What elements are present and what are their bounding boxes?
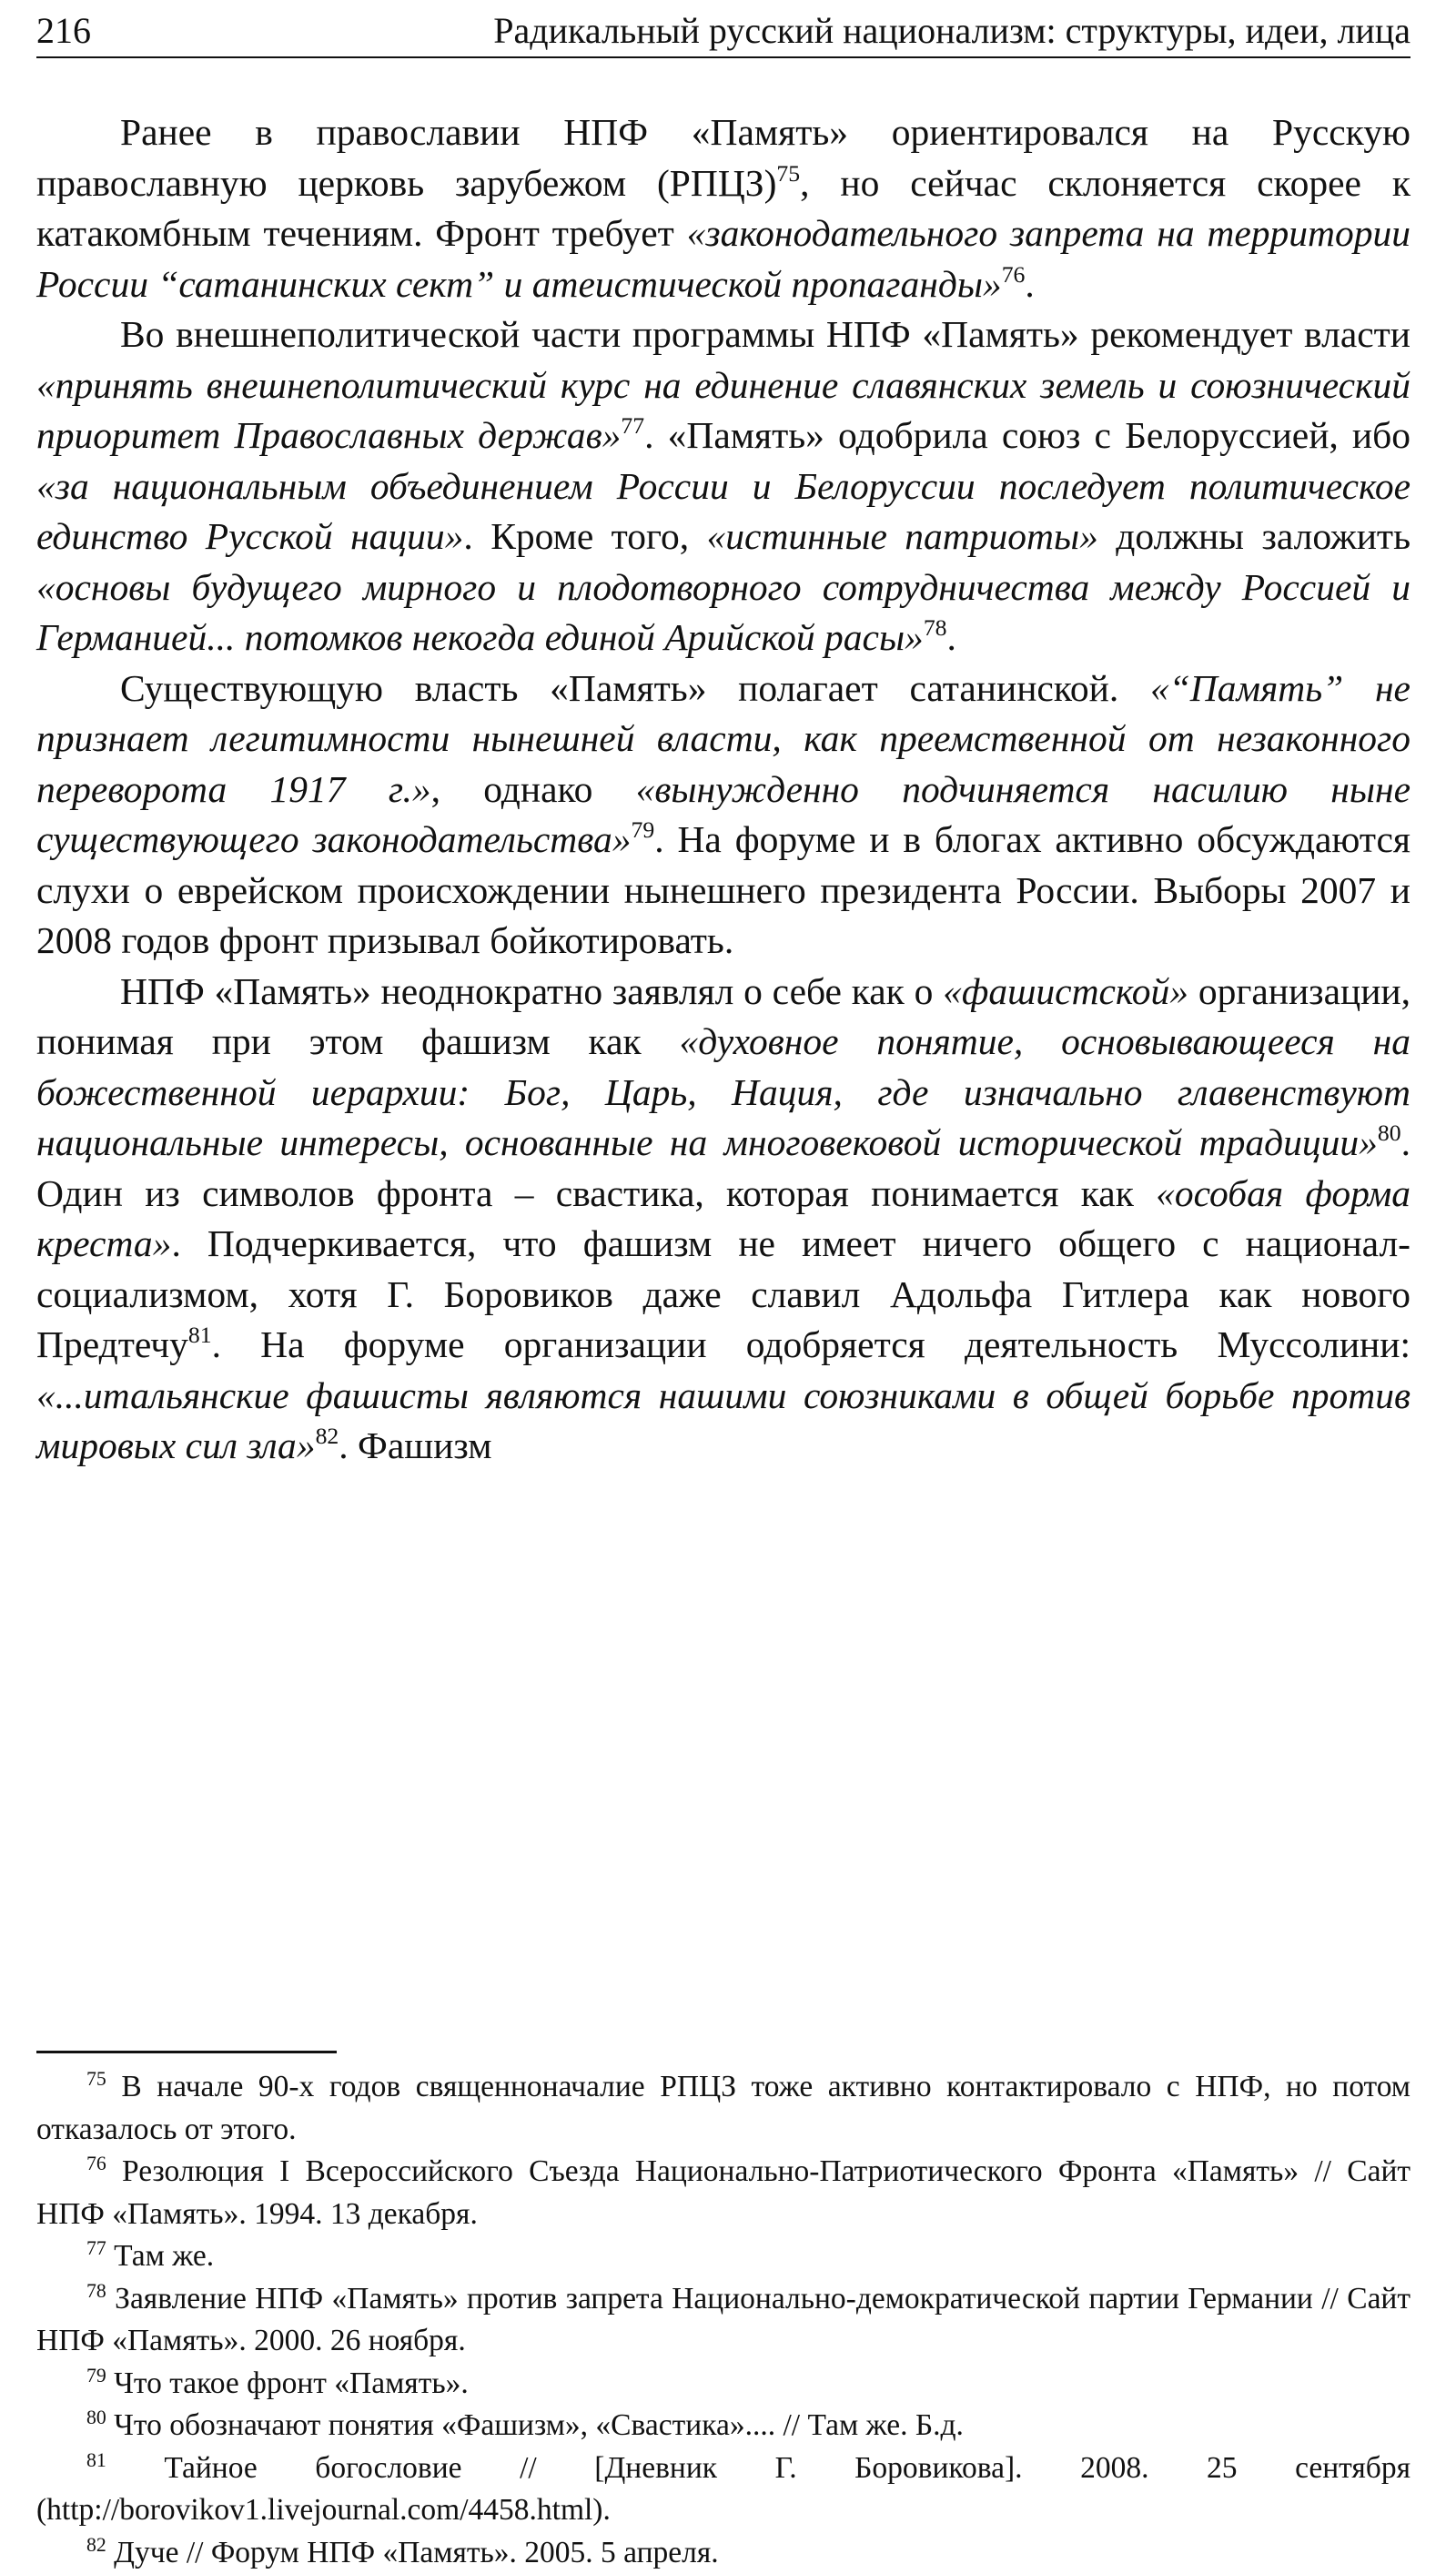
italic-quote: «истинные патриоты» <box>707 515 1098 557</box>
text-run: , но сейчас склоняется скорее к катакомбным течениям. Фронт требует <box>36 162 1410 255</box>
footnote-ref[interactable]: 76 <box>1002 261 1026 288</box>
main-text <box>36 107 1410 1472</box>
text-run: . Один из символов фронта – свастика, которая понимается как <box>36 1121 1410 1214</box>
italic-quote: «за национальным объединением России и Белоруссии последует политическое единство Русской нации» <box>36 465 1410 558</box>
footnote <box>36 2066 1410 2151</box>
italic-quote: «законодательного запрета на территории России “сатанинских сект” и атеистической пропаганды» <box>36 212 1410 305</box>
text-run: , однако <box>431 768 636 810</box>
italic-quote: «духовное понятие, основывающееся на божественной иерархии: Бог, Царь, Нация, где изначально главенствуют национальные интересы, основанные на многовековой исторической традиции» <box>36 1020 1410 1163</box>
text-run: . На форуме организации одобряется деятельность Муссолини: <box>212 1323 1410 1365</box>
text-run: . На форуме и в блогах активно обсуждаются слухи о еврейском происхождении нынешнего президента России. Выборы 2007 и 2008 годов фронт призывал бойкотировать. <box>36 818 1410 961</box>
italic-quote: «...итальянские фашисты являются нашими союзниками в общей борьбе против мировых сил зла» <box>36 1374 1410 1467</box>
paragraph-1 <box>36 107 1410 309</box>
footnote-ref[interactable]: 79 <box>631 816 654 843</box>
footnote-text: В начале 90-х годов священноначалие РПЦЗ тоже активно контактировало с НПФ, но потом отказалось от этого. <box>36 2070 1410 2146</box>
footnote <box>36 2151 1410 2235</box>
text-run: должны заложить <box>1098 515 1410 557</box>
footnote <box>36 2278 1410 2363</box>
text-run: организации, понимая при этом фашизм как <box>36 970 1410 1063</box>
italic-quote: «принять внешнеполитический курс на единение славянских земель и союзнический приоритет Православных держав» <box>36 364 1410 457</box>
footnote-number: 80 <box>86 2407 106 2428</box>
book-page <box>36 0 1410 2201</box>
footnote-ref[interactable]: 81 <box>188 1322 212 1348</box>
footnote-ref[interactable]: 75 <box>776 160 800 187</box>
running-header <box>36 5 1410 58</box>
text-run: Ранее в православии НПФ «Память» ориентировался на Русскую православную церковь зарубежом (РПЦЗ) <box>36 111 1410 204</box>
italic-quote: «особая форма креста» <box>36 1172 1410 1265</box>
footnote-number: 82 <box>86 2534 106 2556</box>
paragraph-4 <box>36 967 1410 1472</box>
footnote-text: Что обозначают понятия «Фашизм», «Свастика».... // Там же. Б.д. <box>114 2408 964 2442</box>
text-run: . Фашизм <box>339 1424 491 1466</box>
footnote-number: 75 <box>86 2068 106 2090</box>
text-run: . <box>947 616 956 658</box>
footnote-text: Дуче // Форум НПФ «Память». 2005. 5 апреля. <box>114 2536 719 2569</box>
footnote-text: Там же. <box>114 2239 214 2273</box>
text-run: Во внешнеполитической части программы НПФ «Память» рекомендует власти <box>120 313 1410 355</box>
italic-quote: «вынужденно подчиняется насилию ныне существующего законодательства» <box>36 768 1410 861</box>
footnote-ref[interactable]: 82 <box>316 1423 339 1449</box>
footnote-text: Резолюция I Всероссийского Съезда Национально-Патриотического Фронта «Память» // Сайт НПФ «Память». 1994. 13 декабря. <box>36 2154 1410 2231</box>
italic-quote: «фашистской» <box>943 970 1188 1012</box>
text-run: НПФ «Память» неоднократно заявлял о себе как о <box>120 970 943 1012</box>
text-run: . <box>1025 263 1034 305</box>
footnote-number: 81 <box>86 2449 106 2471</box>
footnote-text: Что такое фронт «Память». <box>114 2366 469 2400</box>
footnote-number: 77 <box>86 2237 106 2259</box>
footnote <box>36 2447 1410 2532</box>
text-run: . Подчеркивается, что фашизм не имеет ничего общего с национал-социализмом, хотя Г. Боровиков даже славил Адольфа Гитлера как нового Предтечу <box>36 1222 1410 1365</box>
paragraph-2 <box>36 309 1410 664</box>
footnote-number: 76 <box>86 2153 106 2174</box>
footnote <box>36 2363 1410 2406</box>
footnote-ref[interactable]: 77 <box>621 412 644 439</box>
footnote <box>36 2235 1410 2278</box>
footnote-text: Заявление НПФ «Память» против запрета Национально-демократической партии Германии // Сайт НПФ «Память». 2000. 26 ноября. <box>36 2282 1410 2358</box>
footnote-separator <box>36 2051 337 2053</box>
footnote-number: 78 <box>86 2280 106 2302</box>
italic-quote: «“Память” не признает легитимности нынешней власти, как преемственной от незаконного переворота 1917 г.» <box>36 667 1410 810</box>
paragraph-3 <box>36 664 1410 967</box>
running-title: Радикальный русский национализм: структуры, идеи, лица <box>493 5 1410 56</box>
footnote <box>36 2532 1410 2574</box>
footnotes <box>36 2066 1410 2574</box>
text-run: Существующую власть «Память» полагает сатанинской. <box>120 667 1150 709</box>
footnote-ref[interactable]: 78 <box>924 614 947 641</box>
footnote-number: 79 <box>86 2365 106 2387</box>
text-run: . Кроме того, <box>463 515 706 557</box>
footnote <box>36 2405 1410 2447</box>
text-run: . «Память» одобрила союз с Белоруссией, ибо <box>644 414 1410 456</box>
italic-quote: «основы будущего мирного и плодотворного сотрудничества между Россией и Германией... потомков некогда единой Арийской расы» <box>36 566 1410 659</box>
footnote-text[interactable]: Тайное богословие // [Дневник Г. Боровикова]. 2008. 25 сентября (http://borovikov1.livejournal.com/4458.html). <box>36 2451 1410 2528</box>
page-number: 216 <box>36 5 91 56</box>
footnote-ref[interactable]: 80 <box>1378 1120 1401 1146</box>
